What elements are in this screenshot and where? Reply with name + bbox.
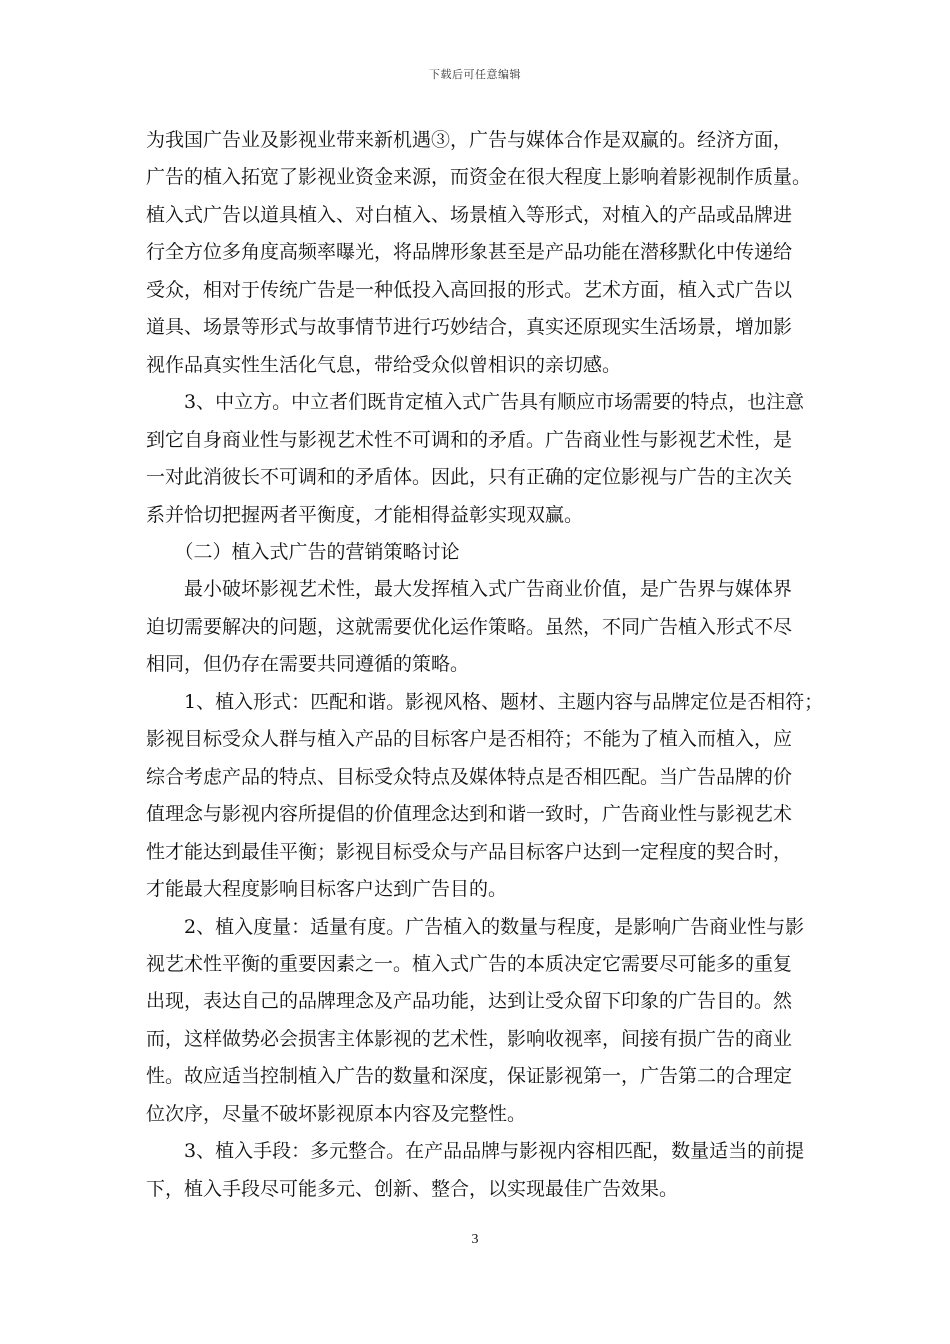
- text-line: 视作品真实性生活化气息，带给受众似曾相识的亲切感。: [146, 353, 622, 376]
- text-line: 性才能达到最佳平衡；影视目标受众与产品目标客户达到一定程度的契合时，: [146, 840, 793, 863]
- text-line: 植入式广告以道具植入、对白植入、场景植入等形式，对植入的产品或品牌进: [146, 203, 793, 226]
- text-line: 综合考虑产品的特点、目标受众特点及媒体特点是否相匹配。当广告品牌的价: [146, 765, 793, 788]
- text-line: 为我国广告业及影视业带来新机遇③，广告与媒体合作是双赢的。经济方面，: [146, 129, 793, 151]
- text-line: 相同，但仍存在需要共同遵循的策略。: [146, 653, 470, 676]
- text-line: 一对此消彼长不可调和的矛盾体。因此，只有正确的定位影视与广告的主次关: [146, 466, 793, 489]
- text-line: 2、植入度量：适量有度。广告植入的数量与程度，是影响广告商业性与影: [146, 915, 805, 938]
- text-line: 值理念与影视内容所提倡的价值理念达到和谐一致时，广告商业性与影视艺术: [146, 803, 793, 826]
- text-line: 而，这样做势必会损害主体影视的艺术性，影响收视率，间接有损广告的商业: [146, 1027, 793, 1050]
- text-line: 性。故应适当控制植入广告的数量和深度，保证影视第一，广告第二的合理定: [146, 1065, 793, 1088]
- text-line: 最小破坏影视艺术性，最大发挥植入式广告商业价值，是广告界与媒体界: [146, 578, 793, 601]
- page-header: 下载后可任意编辑: [429, 68, 521, 81]
- text-line: 到它自身商业性与影视艺术性不可调和的矛盾。广告商业性与影视艺术性，是: [146, 428, 793, 451]
- text-line: 3、中立方。中立者们既肯定植入式广告具有顺应市场需要的特点，也注意: [146, 391, 805, 414]
- text-line: 出现，表达自己的品牌理念及产品功能，达到让受众留下印象的广告目的。然: [146, 990, 793, 1013]
- text-line: 行全方位多角度高频率曝光，将品牌形象甚至是产品功能在潜移默化中传递给: [146, 241, 793, 264]
- text-line: 受众，相对于传统广告是一种低投入高回报的形式。艺术方面，植入式广告以: [146, 278, 793, 301]
- text-line: 才能最大程度影响目标客户达到广告目的。: [146, 878, 508, 900]
- page-number: 3: [471, 1232, 479, 1247]
- text-line: 广告的植入拓宽了影视业资金来源，而资金在很大程度上影响着影视制作质量。: [146, 166, 812, 189]
- text-line: （二）植入式广告的营销策略讨论: [146, 541, 460, 563]
- text-line: 1、植入形式：匹配和谐。影视风格、题材、主题内容与品牌定位是否相符；: [146, 690, 824, 713]
- text-line: 道具、场景等形式与故事情节进行巧妙结合，真实还原现实生活场景，增加影: [146, 316, 793, 339]
- text-line: 迫切需要解决的问题，这就需要优化运作策略。虽然，不同广告植入形式不尽: [146, 615, 793, 638]
- text-line: 系并恰切把握两者平衡度，才能相得益彰实现双赢。: [146, 503, 584, 526]
- text-line: 视艺术性平衡的重要因素之一。植入式广告的本质决定它需要尽可能多的重复: [146, 952, 793, 975]
- text-line: 位次序，尽量不破坏影视原本内容及完整性。: [146, 1102, 527, 1125]
- text-line: 3、植入手段：多元整合。在产品品牌与影视内容相匹配，数量适当的前提: [146, 1140, 805, 1163]
- text-line: 影视目标受众人群与植入产品的目标客户是否相符；不能为了植入而植入，应: [146, 728, 793, 751]
- text-line: 下，植入手段尽可能多元、创新、整合，以实现最佳广告效果。: [146, 1177, 679, 1200]
